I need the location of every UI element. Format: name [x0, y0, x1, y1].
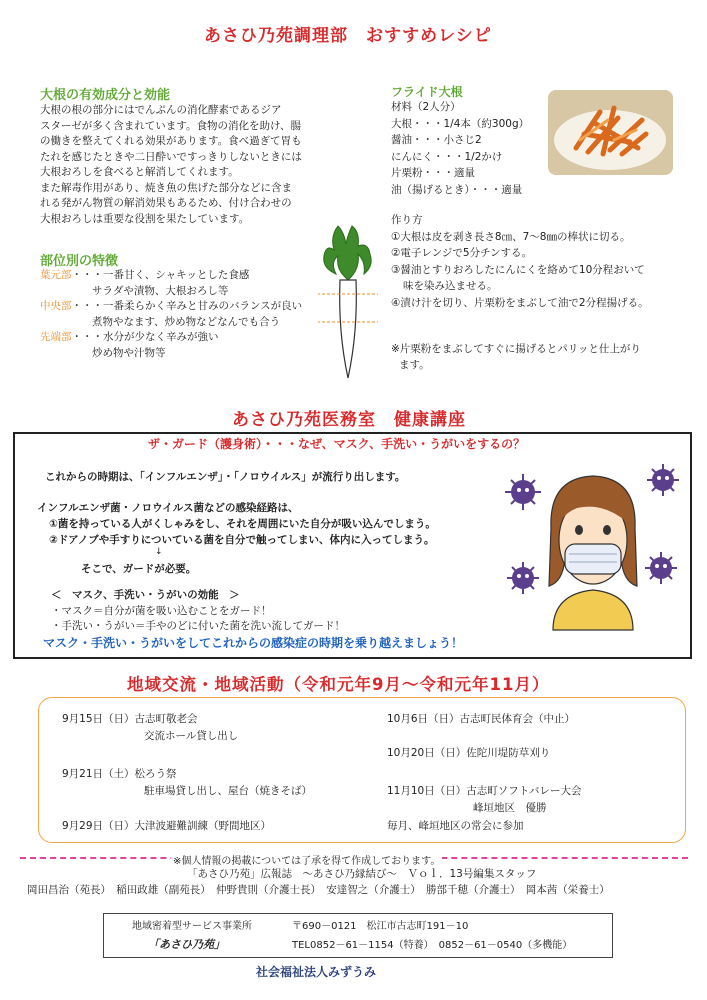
- health-section-title: あさひ乃苑医務室 健康講座: [232, 410, 466, 430]
- staff-list: 岡田昌治（苑長） 稲田政雄（副苑長） 仲野貴則（介護士長） 安達智之（介護士） 勝部千穂（介護士） 岡本茜（栄養士）: [27, 884, 610, 896]
- recipe-note: ※片栗粉をまぶしてすぐに揚げるとパリッと仕上がり ます。: [391, 343, 641, 371]
- facility-name: 「あさひ乃苑」: [148, 938, 225, 951]
- part-leaf-base: 葉元部・・・一番甘く、シャキッとした食感: [40, 269, 250, 281]
- facility-info-box: [103, 913, 613, 958]
- activity-left-1-detail: 駐車場貸し出し、屋台（焼きそば）: [144, 785, 312, 797]
- route-1: ①菌を持っている人がくしゃみをし、それを周囲にいた自分が吸い込んでしまう。: [49, 518, 436, 530]
- activity-right-1-date: 10月20日（日）佐陀川堤防草刈り: [387, 747, 551, 759]
- health-trend: これからの時期は、「インフルエンザ」・「ノロウイルス」が流行り出します。: [45, 471, 406, 483]
- effect-mask: ・マスク＝自分が菌を吸い込むことをガード！: [51, 605, 272, 617]
- activity-left-1-date: 9月21日（土）松ろう祭: [62, 768, 177, 780]
- germ-icon: [645, 552, 677, 584]
- recipe-ingredients: 材料（2人分） 大根・・・1/4本（約300g） 醤油・・・小さじ2 にんにく・・・1/2かけ 片栗粉・・・適量 油（揚げるとき）・・・適量: [391, 101, 530, 196]
- activity-left-2-date: 9月29日（日）大津波避難訓練（野間地区）: [62, 820, 272, 832]
- privacy-note: ※個人情報の掲載については了承を得て作成しております。: [171, 852, 442, 867]
- fried-daikon-photo: [548, 90, 673, 175]
- facility-address: 〒690－0121 松江市古志町191－10: [292, 921, 469, 932]
- recipe-section-title: あさひ乃苑調理部 おすすめレシピ: [204, 26, 492, 46]
- arrow-down: ↓: [155, 547, 163, 557]
- route-intro: インフルエンザ菌・ノロウイルス菌などの感染経路は、: [37, 502, 299, 514]
- guard-conclusion: そこで、ガードが必要。: [81, 563, 197, 575]
- germ-icon: [647, 464, 679, 496]
- activity-right-2-detail: 峰垣地区 優勝: [473, 802, 547, 814]
- daikon-illustration: [318, 222, 378, 382]
- part-tip: 先端部・・・水分が少なく辛みが強い: [40, 331, 219, 343]
- health-box: [13, 432, 692, 659]
- activity-right-2-date: 11月10日（日）古志町ソフトバレー大会: [387, 785, 582, 797]
- activity-right-3-date: 毎月、峰垣地区の常会に参加: [387, 820, 524, 832]
- activities-title: 地域交流・地域活動（令和元年9月～令和元年11月）: [127, 675, 550, 694]
- effect-heading: ＜ マスク、手洗い・うがいの効能 ＞: [51, 589, 240, 601]
- activity-left-0-date: 9月15日（日）古志町敬老会: [62, 713, 198, 725]
- part-middle: 中央部・・・一番柔らかく辛みと甘みのバランスが良い: [40, 300, 303, 312]
- health-closing: マスク・手洗い・うがいをしてこれからの感染症の時期を乗り越えましょう！: [43, 636, 464, 650]
- route-2: ②ドアノブや手すりについている菌を自分で触ってしまい、体内に入ってしまう。: [49, 534, 435, 546]
- germ-icon: [507, 562, 539, 594]
- activities-box: [38, 697, 686, 843]
- activity-right-0-date: 10月6日（日）古志町民体育会（中止）: [387, 713, 576, 725]
- parts-heading: 部位別の特徴: [40, 254, 119, 269]
- service-type: 地域密着型サービス事業所: [132, 921, 252, 932]
- facility-tel: TEL0852－61－1154（特養） 0852－61－0540（多機能）: [292, 940, 573, 951]
- parts-list: 葉元部・・・一番甘く、シャキッとした食感 サラダや漬物、大根おろし等 中央部・・・一番柔らかく辛みと甘みのバランスが良い 煮物やなます、炒め物などなんでも合う 先端部・・・水分が少なく辛みが強い 炒め物や汁物等: [40, 269, 303, 359]
- benefits-heading: 大根の有効成分と効能: [40, 88, 171, 103]
- recipe-steps: 作り方 ①大根は皮を剥き長さ8㎝、7～8㎜の棒状に切る。 ②電子レンジで5分チンする。 ③醤油とすりおろしたにんにくを絡めて10分程おいて 味を染み込ませる。 ④漬け汁を切り、片栗粉をまぶして油で2分程揚げる。: [391, 214, 649, 309]
- health-box-title: ザ・ガード（護身術）・・・なぜ、マスク、手洗い・うがいをするの？: [148, 437, 526, 451]
- germ-icon: [505, 474, 541, 510]
- corporation-name: 社会福祉法人みずうみ: [256, 965, 377, 979]
- activity-left-0-detail: 交流ホール貸し出し: [144, 730, 239, 742]
- masked-woman-illustration: [503, 458, 683, 633]
- recipe-title: フライド大根: [391, 85, 463, 99]
- effect-wash: ・手洗い・うがい＝手やのどに付いた菌を洗い流してガード！: [51, 620, 345, 632]
- staff-heading: 「あさひ乃苑」広報誌 ～あさひ乃縁結び～ Ｖｏｌ．13号編集スタッフ: [187, 868, 537, 880]
- benefits-text: 大根の根の部分にはでんぷんの消化酵素であるジア スターゼが多く含まれています。食物の消化を助け、腸 の働きを整えてくれる効果があります。食べ過ぎて胃も たれを感じたときや二日酔いですっきりしないときには 大根おろしを食べると解消してくれます。 また解毒作用があり、焼き魚の焦げた部分などに含ま れる発がん物質の解消効果もあるため、付け合わせの 大根おろしは重要な役割を果たしています。: [40, 104, 302, 225]
